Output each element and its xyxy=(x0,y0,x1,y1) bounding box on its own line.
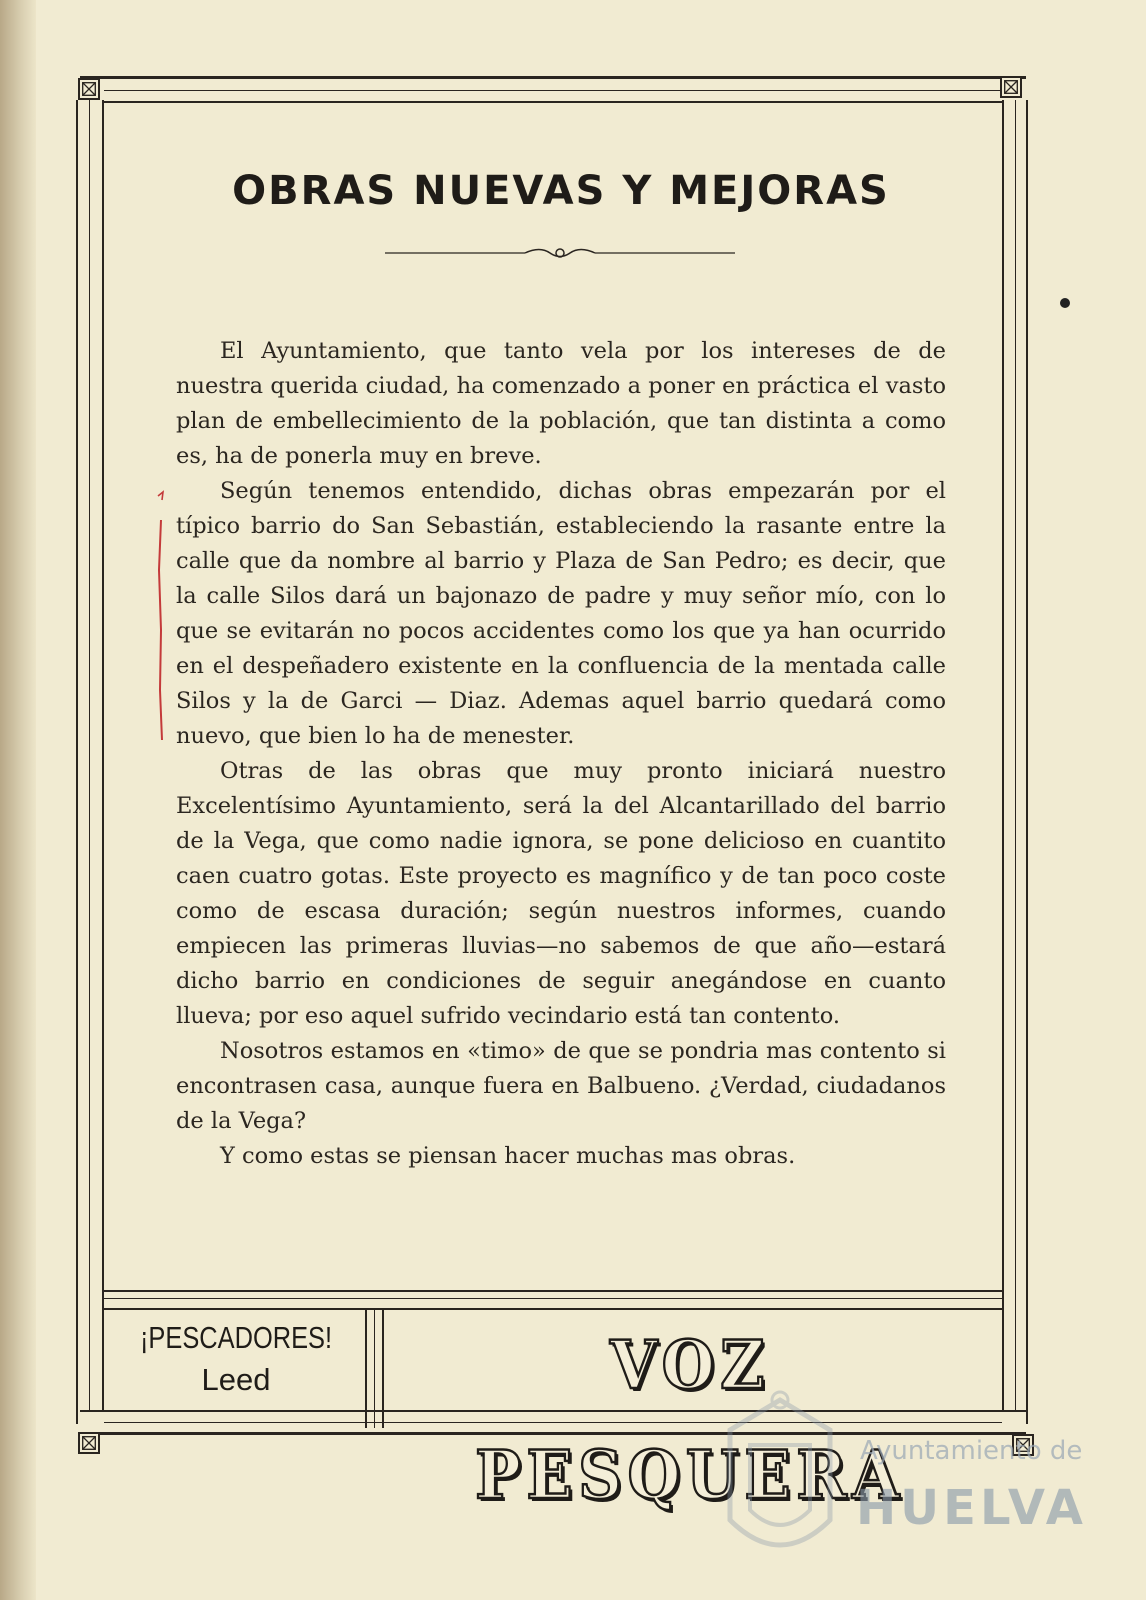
paragraph: Nosotros estamos en «timo» de que se pondria mas contento si encontrasen casa, aunque fuera en Balbueno. ¿Verdad, ciudadanos de la Vega? xyxy=(176,1038,946,1134)
red-margin-mark-icon xyxy=(150,490,170,750)
paragraph: Según tenemos entendido, dichas obras empezarán por el típico barrio do San Sebastián, estableciendo la rasante entre la calle que da nombre al barrio y Plaza de San Pedro; es decir, que la calle Silos dará un bajonazo de padre y muy señor mío, con lo que se evitarán no pocos accidentes como los que ya han ocurrido en el despeñadero existente en la confluencia de la mentada calle Silos y la de Garci — Diaz. Ademas aquel barrio quedará como nuevo, que bien lo ha de menester. xyxy=(176,478,946,749)
paragraph: Y como estas se piensan hacer muchas mas obras. xyxy=(220,1143,796,1169)
corner-ornament-icon xyxy=(1000,76,1022,98)
book-spine xyxy=(0,0,36,1600)
article-body xyxy=(176,334,946,1174)
watermark-line-1: Ayuntamiento de xyxy=(860,1436,1083,1466)
corner-ornament-icon xyxy=(78,78,100,100)
advert-line-2: Leed xyxy=(201,1362,271,1397)
advert-brand: VOZ PESQUERA xyxy=(475,1326,905,1514)
article-title: OBRAS NUEVAS Y MEJORAS xyxy=(232,168,890,214)
ink-dot xyxy=(1060,298,1070,308)
watermark-line-2: HUELVA xyxy=(856,1480,1087,1536)
watermark-crest-icon xyxy=(720,1360,1120,1580)
advert-left xyxy=(108,1312,364,1422)
corner-ornament-icon xyxy=(78,1432,100,1454)
title-divider-ornament-icon xyxy=(385,244,735,262)
advert-line-1: ¡PESCADORES! xyxy=(139,1320,333,1355)
paragraph: Otras de las obras que muy pronto iniciará nuestro Excelentísimo Ayuntamiento, será la del Alcantarillado del barrio de la Vega, que como nadie ignora, se pone delicioso en cuantito caen cuatro gotas. Este proyecto es magnífico y de tan poco coste como de escasa duración; según nuestros informes, cuando empiecen las primeras lluvias—no sabemos de que año—estará dicho barrio en condiciones de seguir anegándose en cuanto llueva; por eso aquel sufrido vecindario está tan contento. xyxy=(176,758,946,1029)
paragraph: El Ayuntamiento, que tanto vela por los intereses de de nuestra querida ciudad, ha comenzado a poner en práctica el vasto plan de embellecimiento de la población, que tan distinta a como es, ha de ponerla muy en breve. xyxy=(176,338,946,469)
